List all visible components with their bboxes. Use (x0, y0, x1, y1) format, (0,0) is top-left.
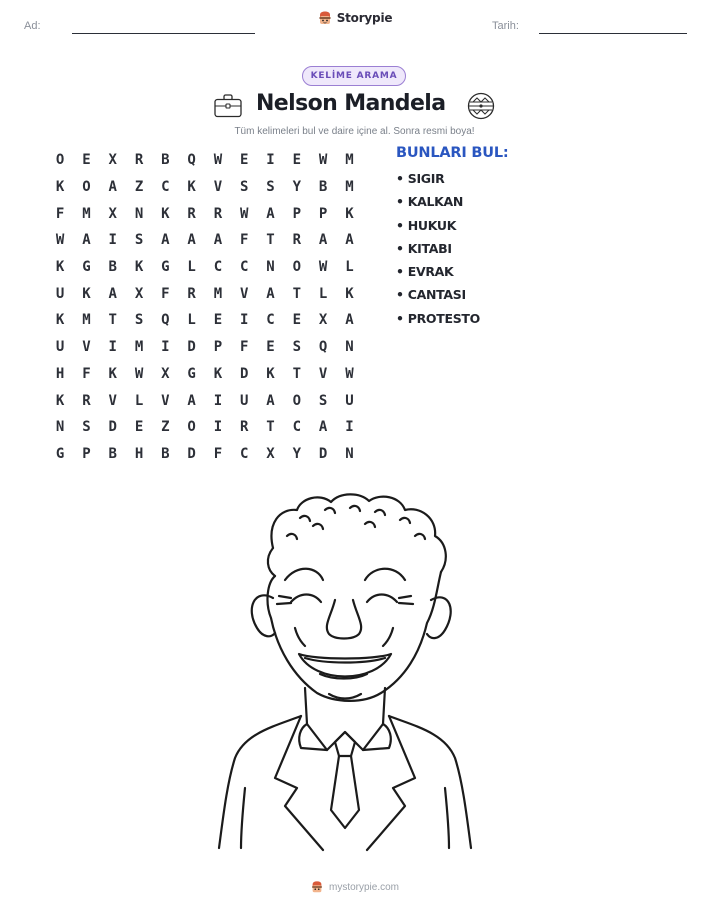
grid-letter[interactable]: C (213, 259, 223, 276)
grid-letter[interactable]: M (82, 312, 91, 329)
grid-letter[interactable]: R (187, 205, 196, 222)
grid-letter[interactable]: C (240, 445, 249, 462)
grid-letter[interactable]: T (266, 232, 275, 249)
grid-letter[interactable]: V (213, 179, 223, 196)
grid-letter[interactable]: A (82, 232, 91, 249)
grid-letter[interactable]: K (187, 179, 196, 196)
grid-letter[interactable]: S (82, 419, 91, 436)
grid-letter[interactable]: N (266, 259, 275, 276)
brand-logo (0, 10, 709, 26)
grid-letter[interactable]: Y (292, 445, 302, 462)
grid-letter[interactable]: K (161, 205, 170, 222)
grid-letter[interactable]: A (266, 285, 275, 302)
grid-letter[interactable]: E (292, 152, 302, 169)
storypie-mascot-icon (317, 10, 333, 26)
grid-letter[interactable]: W (213, 152, 223, 169)
word-search-grid (47, 147, 363, 467)
grid-letter[interactable]: I (345, 419, 354, 436)
grid-letter[interactable]: P (82, 445, 91, 462)
grid-letter[interactable]: K (134, 259, 144, 276)
grid-letter[interactable]: T (108, 312, 117, 329)
grid-letter[interactable]: W (318, 152, 328, 169)
grid-letter[interactable]: X (266, 445, 275, 462)
grid-letter[interactable]: A (318, 232, 328, 249)
grid-letter[interactable]: K (108, 365, 117, 382)
grid-letter[interactable]: B (318, 179, 328, 196)
grid-letter[interactable]: B (161, 445, 170, 462)
word-list-title: BUNLARI BUL: (396, 145, 509, 161)
grid-letter[interactable]: R (292, 232, 302, 249)
grid-letter[interactable]: W (134, 365, 144, 382)
grid-letter[interactable]: T (266, 419, 275, 436)
grid-letter[interactable]: U (55, 285, 65, 302)
grid-letter[interactable]: L (187, 312, 196, 329)
grid-letter[interactable]: I (108, 232, 117, 249)
grid-letter[interactable]: K (55, 312, 65, 329)
grid-letter[interactable]: K (345, 285, 354, 302)
grid-letter[interactable]: I (161, 339, 170, 356)
grid-letter[interactable]: I (213, 419, 223, 436)
grid-letter[interactable]: K (213, 365, 223, 382)
grid-letter[interactable]: T (292, 285, 302, 302)
grid-letter[interactable]: R (82, 392, 91, 409)
grid-row (47, 414, 363, 441)
grid-letter[interactable]: K (266, 365, 275, 382)
brand-name: Storypie (336, 11, 393, 25)
grid-letter[interactable]: F (82, 365, 91, 382)
grid-row (47, 387, 363, 414)
grid-letter[interactable]: E (266, 339, 275, 356)
grid-letter[interactable]: X (318, 312, 328, 329)
grid-letter[interactable]: X (161, 365, 170, 382)
grid-letter[interactable]: E (82, 152, 91, 169)
grid-letter[interactable]: R (187, 285, 196, 302)
grid-letter[interactable]: Z (134, 179, 144, 196)
date-line (539, 33, 687, 34)
grid-letter[interactable]: I (266, 152, 275, 169)
grid-letter[interactable]: Q (161, 312, 170, 329)
grid-letter[interactable]: A (187, 392, 196, 409)
grid-letter[interactable]: F (161, 285, 170, 302)
grid-letter[interactable]: D (108, 419, 117, 436)
grid-letter[interactable]: A (187, 232, 196, 249)
grid-letter[interactable]: A (266, 205, 275, 222)
grid-letter[interactable]: P (213, 339, 223, 356)
grid-letter[interactable]: I (240, 312, 249, 329)
grid-letter[interactable]: B (108, 259, 117, 276)
word-list-item: • EVRAK (396, 264, 454, 280)
grid-letter[interactable]: A (266, 392, 275, 409)
grid-letter[interactable]: W (240, 205, 249, 222)
grid-letter[interactable]: Q (318, 339, 328, 356)
briefcase-icon (213, 92, 243, 120)
grid-letter[interactable]: F (213, 445, 223, 462)
grid-letter[interactable]: S (318, 392, 328, 409)
grid-letter[interactable]: H (55, 365, 65, 382)
grid-letter[interactable]: D (240, 365, 249, 382)
grid-letter[interactable]: N (134, 205, 144, 222)
grid-letter[interactable]: D (318, 445, 328, 462)
grid-row (47, 334, 363, 361)
grid-letter[interactable]: L (345, 259, 354, 276)
grid-letter[interactable]: U (240, 392, 249, 409)
grid-letter[interactable]: W (55, 232, 65, 249)
grid-letter[interactable]: F (240, 232, 249, 249)
grid-letter[interactable]: K (82, 285, 91, 302)
grid-letter[interactable]: Q (187, 152, 196, 169)
grid-letter[interactable]: Y (292, 179, 302, 196)
grid-letter[interactable]: L (187, 259, 196, 276)
grid-letter[interactable]: O (82, 179, 91, 196)
grid-letter[interactable]: V (82, 339, 91, 356)
grid-letter[interactable]: V (240, 285, 249, 302)
grid-letter[interactable]: R (134, 152, 144, 169)
grid-letter[interactable]: F (240, 339, 249, 356)
grid-letter[interactable]: S (240, 179, 249, 196)
word-list-item: • CANTASI (396, 287, 466, 303)
page-title: Nelson Mandela (256, 91, 446, 116)
grid-letter[interactable]: M (82, 205, 91, 222)
grid-letter[interactable]: E (213, 312, 223, 329)
grid-letter[interactable]: Z (161, 419, 170, 436)
grid-letter[interactable]: S (292, 339, 302, 356)
grid-letter[interactable]: A (161, 232, 170, 249)
grid-letter[interactable]: A (345, 232, 354, 249)
grid-letter[interactable]: O (187, 419, 196, 436)
grid-letter[interactable]: K (55, 179, 65, 196)
grid-letter[interactable]: G (187, 365, 196, 382)
grid-letter[interactable]: E (240, 152, 249, 169)
grid-letter[interactable]: P (318, 205, 328, 222)
name-line (72, 33, 255, 34)
grid-letter[interactable]: I (108, 339, 117, 356)
grid-row (47, 227, 363, 254)
word-list (396, 171, 480, 334)
grid-letter[interactable]: C (240, 259, 249, 276)
grid-letter[interactable]: O (292, 392, 302, 409)
grid-letter[interactable]: T (292, 365, 302, 382)
grid-letter[interactable]: C (292, 419, 302, 436)
grid-letter[interactable]: K (55, 259, 65, 276)
nelson-mandela-coloring-illustration (205, 488, 505, 858)
grid-letter[interactable]: R (240, 419, 249, 436)
word-list-item: • KITABI (396, 240, 452, 256)
grid-letter[interactable]: L (318, 285, 328, 302)
grid-letter[interactable]: G (161, 259, 170, 276)
grid-letter[interactable]: F (55, 205, 65, 222)
word-list-item: • PROTESTO (396, 310, 480, 326)
date-label: Tarih: (492, 20, 519, 32)
grid-letter[interactable]: S (134, 232, 144, 249)
grid-letter[interactable]: O (292, 259, 302, 276)
word-list-item: • KALKAN (396, 194, 464, 210)
grid-letter[interactable]: N (345, 339, 354, 356)
storypie-mascot-icon (310, 880, 324, 894)
grid-letter[interactable]: B (108, 445, 117, 462)
grid-letter[interactable]: M (345, 179, 354, 196)
shield-icon (466, 92, 496, 120)
grid-letter[interactable]: K (345, 205, 354, 222)
footer (0, 880, 709, 894)
grid-letter[interactable]: A (213, 232, 223, 249)
grid-row (47, 254, 363, 281)
grid-letter[interactable]: N (55, 419, 65, 436)
grid-letter[interactable]: C (266, 312, 275, 329)
category-badge: KELİME ARAMA (302, 66, 406, 86)
grid-letter[interactable]: N (345, 445, 354, 462)
grid-letter[interactable]: V (318, 365, 328, 382)
grid-letter[interactable]: O (55, 152, 65, 169)
name-label: Ad: (24, 20, 41, 32)
word-list-item: • HUKUK (396, 217, 457, 233)
grid-letter[interactable]: W (318, 259, 328, 276)
grid-letter[interactable]: P (292, 205, 302, 222)
grid-letter[interactable]: R (213, 205, 223, 222)
grid-letter[interactable]: V (108, 392, 117, 409)
grid-letter[interactable]: A (108, 285, 117, 302)
grid-letter[interactable]: M (213, 285, 223, 302)
grid-letter[interactable]: K (55, 392, 65, 409)
grid-letter[interactable]: V (161, 392, 170, 409)
grid-row (47, 361, 363, 388)
grid-letter[interactable]: U (345, 392, 354, 409)
grid-letter[interactable]: H (134, 445, 144, 462)
grid-letter[interactable]: G (55, 445, 65, 462)
grid-row (47, 147, 363, 174)
grid-letter[interactable]: A (108, 179, 117, 196)
grid-row (47, 307, 363, 334)
grid-letter[interactable]: M (134, 339, 144, 356)
grid-letter[interactable]: S (266, 179, 275, 196)
grid-letter[interactable]: U (55, 339, 65, 356)
grid-letter[interactable]: W (345, 365, 354, 382)
footer-url[interactable]: mystorypie.com (328, 881, 399, 893)
grid-letter[interactable]: I (213, 392, 223, 409)
grid-row (47, 280, 363, 307)
grid-letter[interactable]: D (187, 339, 196, 356)
grid-letter[interactable]: X (108, 205, 117, 222)
grid-row (47, 200, 363, 227)
instructions-text: Tüm kelimeleri bul ve daire içine al. Sonra resmi boya! (234, 126, 475, 137)
grid-letter[interactable]: M (345, 152, 354, 169)
grid-row (47, 441, 363, 468)
grid-letter[interactable]: B (161, 152, 170, 169)
grid-letter[interactable]: A (318, 419, 328, 436)
grid-letter[interactable]: E (292, 312, 302, 329)
grid-letter[interactable]: G (82, 259, 91, 276)
grid-letter[interactable]: D (187, 445, 196, 462)
grid-letter[interactable]: C (161, 179, 170, 196)
grid-letter[interactable]: L (134, 392, 144, 409)
grid-row (47, 174, 363, 201)
grid-letter[interactable]: A (345, 312, 354, 329)
grid-letter[interactable]: X (134, 285, 144, 302)
grid-letter[interactable]: X (108, 152, 117, 169)
word-list-item: • SIGIR (396, 171, 445, 186)
grid-letter[interactable]: E (134, 419, 144, 436)
grid-letter[interactable]: S (134, 312, 144, 329)
